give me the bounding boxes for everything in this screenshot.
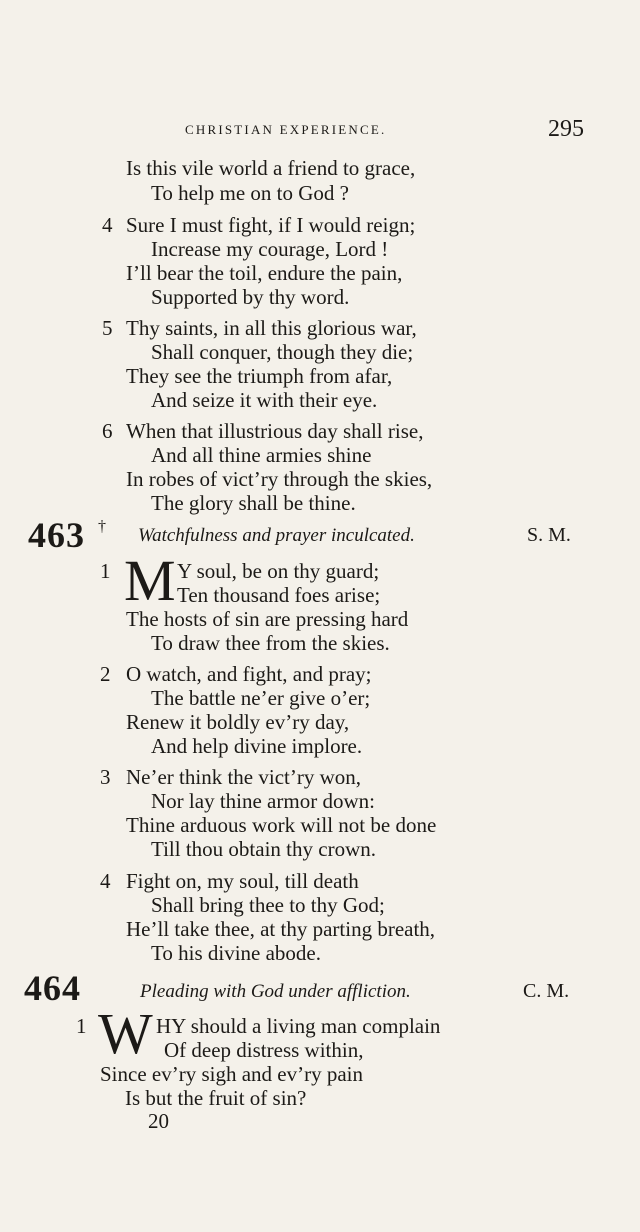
hymn-number: 463 — [28, 515, 85, 555]
verse-line: The hosts of sin are pressing hard — [126, 607, 409, 631]
verse-line: Shall bring thee to thy God; — [151, 893, 385, 917]
hymn-meter: C. M. — [523, 980, 570, 1002]
verse-line: Fight on, my soul, till death — [126, 869, 359, 893]
verse-line: Thine arduous work will not be done — [126, 813, 437, 837]
drop-cap: M — [124, 548, 176, 613]
signature-mark: 20 — [148, 1109, 169, 1133]
verse-number: 6 — [102, 419, 113, 443]
verse-number: 1 — [100, 559, 111, 583]
dagger-mark: † — [98, 518, 106, 535]
hymn-number: 464 — [24, 968, 81, 1008]
verse-line: Renew it boldly ev’ry day, — [126, 710, 350, 734]
verse-line: Sure I must fight, if I would reign; — [126, 213, 416, 237]
verse-line: Is this vile world a friend to grace, — [126, 156, 416, 180]
verse-number: 4 — [100, 869, 111, 893]
verse-line: To draw thee from the skies. — [151, 631, 390, 655]
verse-line: The glory shall be thine. — [151, 491, 356, 515]
verse-line: The battle ne’er give o’er; — [151, 686, 371, 710]
verse-line: In robes of vict’ry through the skies, — [126, 467, 433, 491]
verse-line: Of deep distress within, — [164, 1038, 364, 1062]
verse-line: Till thou obtain thy crown. — [151, 837, 376, 861]
verse-line: And seize it with their eye. — [151, 388, 378, 412]
verse-number: 3 — [100, 765, 111, 789]
verse-line: And all thine armies shine — [151, 443, 372, 467]
hymn-title: Watchfulness and prayer inculcated. — [138, 525, 415, 546]
verse-line: To help me on to God ? — [151, 181, 349, 205]
page-number: 295 — [548, 116, 584, 142]
verse-line: Y soul, be on thy guard; — [177, 559, 380, 583]
verse-line: Increase my courage, Lord ! — [151, 237, 389, 261]
verse-line: O watch, and fight, and pray; — [126, 662, 372, 686]
verse-line: HY should a living man complain — [156, 1014, 441, 1038]
verse-line: And help divine implore. — [151, 734, 363, 758]
verse-line: They see the triumph from afar, — [126, 364, 393, 388]
verse-line: To his divine abode. — [151, 941, 321, 965]
verse-line: Ne’er think the vict’ry won, — [126, 765, 362, 789]
verse-line: Supported by thy word. — [151, 285, 350, 309]
verse-line: Ten thousand foes arise; — [177, 583, 381, 607]
verse-number: 1 — [76, 1014, 87, 1038]
verse-number: 5 — [102, 316, 113, 340]
verse-line: Is but the fruit of sin? — [125, 1086, 307, 1110]
drop-cap: W — [98, 1001, 153, 1066]
verse-line: He’ll take thee, at thy parting breath, — [126, 917, 436, 941]
running-head: CHRISTIAN EXPERIENCE. — [185, 122, 387, 137]
verse-line: I’ll bear the toil, endure the pain, — [126, 261, 403, 285]
verse-number: 2 — [100, 662, 111, 686]
verse-line: When that illustrious day shall rise, — [126, 419, 424, 443]
hymn-title: Pleading with God under affliction. — [140, 981, 411, 1002]
verse-line: Shall conquer, though they die; — [151, 340, 414, 364]
hymn-meter: S. M. — [527, 524, 571, 546]
verse-line: Nor lay thine armor down: — [151, 789, 375, 813]
verse-line: Thy saints, in all this glorious war, — [126, 316, 417, 340]
verse-line: Since ev’ry sigh and ev’ry pain — [100, 1062, 364, 1086]
verse-number: 4 — [102, 213, 113, 237]
